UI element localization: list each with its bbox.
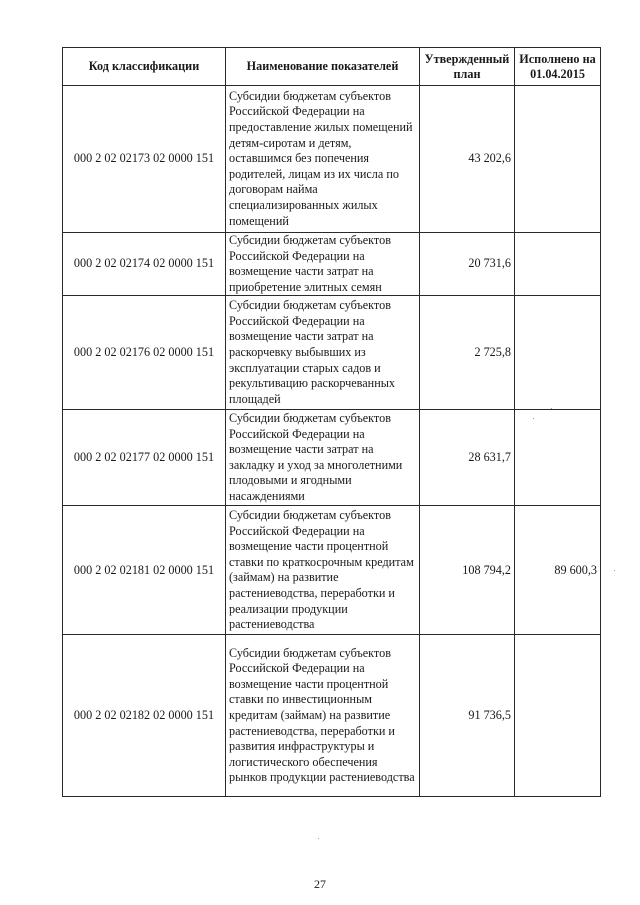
scan-speck <box>551 408 552 409</box>
approved-plan-value: 28 631,7 <box>420 410 515 506</box>
classification-code: 000 2 02 02181 02 0000 151 <box>63 506 226 635</box>
indicator-name: Субсидии бюджетам субъектов Российской Федерации на возмещение части затрат на приобретение элитных семян <box>226 233 420 296</box>
header-name: Наименование показателей <box>226 48 420 86</box>
classification-code: 000 2 02 02173 02 0000 151 <box>63 86 226 233</box>
approved-plan-value: 20 731,6 <box>420 233 515 296</box>
header-code: Код классификации <box>63 48 226 86</box>
approved-plan-value: 2 725,8 <box>420 296 515 410</box>
table-row <box>63 296 601 410</box>
classification-code: 000 2 02 02176 02 0000 151 <box>63 296 226 410</box>
classification-code: 000 2 02 02177 02 0000 151 <box>63 410 226 506</box>
table-row <box>63 410 601 506</box>
header-plan: Утвержденный план <box>420 48 515 86</box>
scan-speck <box>533 418 534 419</box>
classification-code: 000 2 02 02174 02 0000 151 <box>63 233 226 296</box>
indicator-name: Субсидии бюджетам субъектов Российской Федерации на предоставление жилых помещений детям-сиротам и детям, оставшимся без попечения родителей, лицам из их числа по договорам найма специализированных жилых помещений <box>226 86 420 233</box>
table-header-row <box>63 48 601 86</box>
executed-value <box>515 635 601 797</box>
indicator-name: Субсидии бюджетам субъектов Российской Федерации на возмещение части процентной ставки по краткосрочным кредитам (займам) на развитие растениеводства, переработки и реализации продукции растениеводства <box>226 506 420 635</box>
table-row <box>63 86 601 233</box>
table-row <box>63 635 601 797</box>
approved-plan-value: 43 202,6 <box>420 86 515 233</box>
classification-code: 000 2 02 02182 02 0000 151 <box>63 635 226 797</box>
executed-value <box>515 86 601 233</box>
executed-value <box>515 410 601 506</box>
header-executed: Исполнено на 01.04.2015 <box>515 48 601 86</box>
executed-value: 89 600,3 <box>515 506 601 635</box>
table-row <box>63 506 601 635</box>
approved-plan-value: 108 794,2 <box>420 506 515 635</box>
page-number: 27 <box>314 877 326 891</box>
scan-speck <box>318 838 319 839</box>
indicator-name: Субсидии бюджетам субъектов Российской Федерации на возмещение части затрат на закладку и уход за многолетними плодовыми и ягодными насаждениями <box>226 410 420 506</box>
approved-plan-value: 91 736,5 <box>420 635 515 797</box>
budget-table <box>62 47 601 797</box>
executed-value <box>515 296 601 410</box>
indicator-name: Субсидии бюджетам субъектов Российской Федерации на возмещение части затрат на раскорчевку выбывших из эксплуатации старых садов и рекультивацию раскорчеванных площадей <box>226 296 420 410</box>
executed-value <box>515 233 601 296</box>
table-row <box>63 233 601 296</box>
scan-speck <box>614 570 615 571</box>
indicator-name: Субсидии бюджетам субъектов Российской Федерации на возмещение части процентной ставки по инвестиционным кредитам (займам) на развитие растениеводства, переработки и развития инфраструктуры и логистического обеспечения рынков продукции растениеводства <box>226 635 420 797</box>
